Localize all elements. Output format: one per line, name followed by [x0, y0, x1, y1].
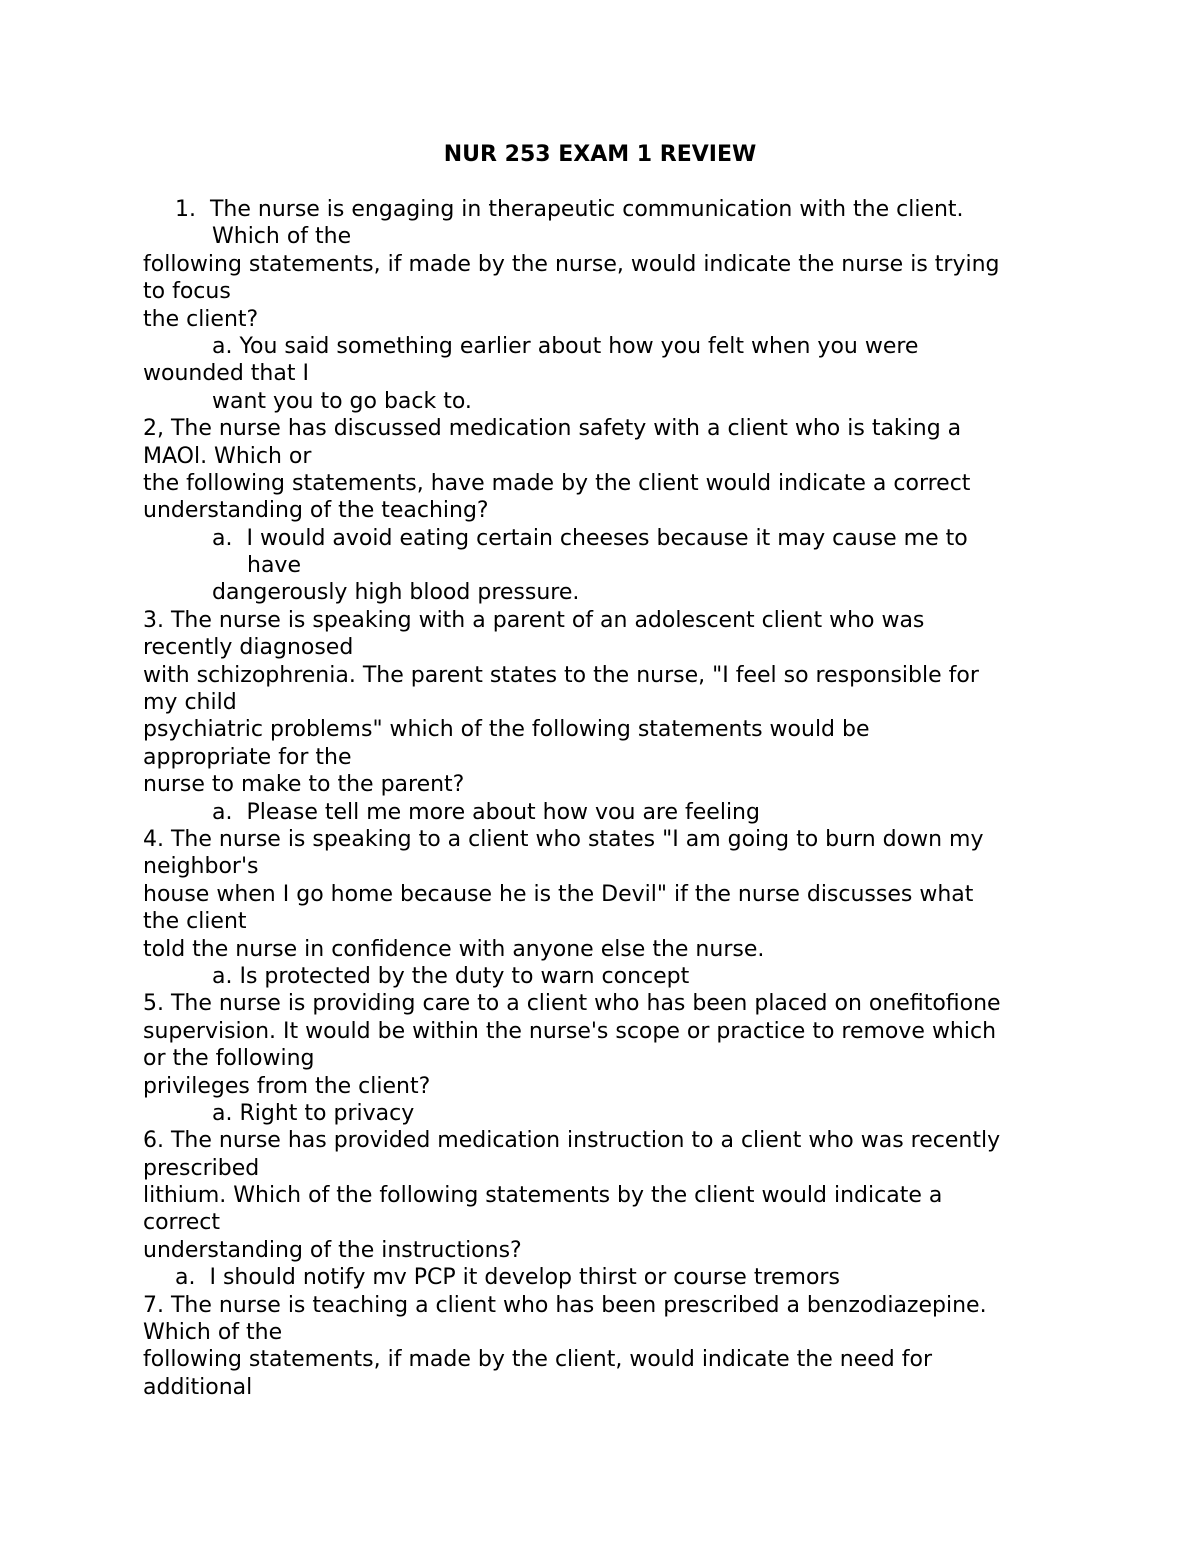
text-line: want you to go back to.: [212, 388, 472, 414]
text-line: house when I go home because he is the Devil" if the nurse discusses what: [143, 881, 974, 907]
text-line: MAOl. Which or: [143, 443, 312, 469]
text-line: dangerously high blood pressure.: [212, 580, 580, 606]
text-line: or the following: [143, 1046, 315, 1072]
text-line: a. Please tell me more about how vou are feeling: [212, 799, 760, 825]
text-line: prescribed: [143, 1155, 260, 1181]
document-title: NUR 253 EXAM 1 REVIEW: [443, 142, 757, 167]
text-line: to focus: [143, 279, 231, 305]
text-line: the following statements, have made by the client would indicate a correct: [143, 470, 971, 496]
text-line: 4. The nurse is speaking to a client who states "I am going to burn down my: [143, 826, 984, 852]
text-line: Which of the: [212, 224, 352, 250]
text-line: wounded that I: [143, 361, 309, 387]
text-line: lithium. Which of the following statements by the client would indicate a: [143, 1183, 943, 1209]
text-line: told the nurse in confidence with anyone else the nurse.: [143, 936, 765, 962]
text-line: 7. The nurse is teaching a client who has been prescribed a benzodiazepine.: [143, 1292, 987, 1318]
text-line: the client?: [143, 306, 259, 332]
text-line: a. Right to privacy: [212, 1100, 415, 1126]
text-line: understanding of the teaching?: [143, 498, 489, 524]
text-line: correct: [143, 1210, 221, 1236]
text-line: 3. The nurse is speaking with a parent of an adolescent client who was: [143, 607, 925, 633]
text-line: 6. The nurse has provided medication instruction to a client who was recently: [143, 1128, 1001, 1154]
text-line: following statements, if made by the nurse, would indicate the nurse is trying: [143, 251, 1000, 277]
text-line: nurse to make to the parent?: [143, 772, 465, 798]
text-line: a. I would avoid eating certain cheeses because it may cause me to: [212, 525, 968, 551]
text-line: supervision. It would be within the nurse's scope or practice to remove which: [143, 1018, 997, 1044]
text-line: neighbor's: [143, 854, 259, 880]
text-line: psychiatric problems" which of the following statements would be: [143, 717, 870, 743]
text-line: with schizophrenia. The parent states to the nurse, "I feel so responsible for: [143, 662, 979, 688]
text-line: appropriate for the: [143, 744, 352, 770]
text-line: privileges from the client?: [143, 1073, 431, 1099]
text-line: recently diagnosed: [143, 635, 354, 661]
text-line: my child: [143, 690, 237, 716]
text-line: 2, The nurse has discussed medication safety with a client who is taking a: [143, 416, 962, 442]
text-line: the client: [143, 909, 247, 935]
text-line: Which of the: [143, 1320, 283, 1346]
text-line: 5. The nurse is providing care to a client who has been placed on onefitofione: [143, 991, 1001, 1017]
text-line: have: [247, 553, 301, 579]
text-line: a. You said something earlier about how you felt when you were: [212, 333, 919, 359]
text-line: additional: [143, 1374, 253, 1400]
text-line: 1. The nurse is engaging in therapeutic communication with the client.: [175, 197, 964, 222]
text-line: a. Is protected by the duty to warn concept: [212, 963, 690, 989]
text-line: following statements, if made by the client, would indicate the need for: [143, 1347, 933, 1373]
text-line: understanding of the instructions?: [143, 1237, 522, 1263]
document-body: [143, 196, 1143, 1401]
text-line: a. I should notify mv PCP it develop thirst or course tremors: [175, 1265, 840, 1291]
